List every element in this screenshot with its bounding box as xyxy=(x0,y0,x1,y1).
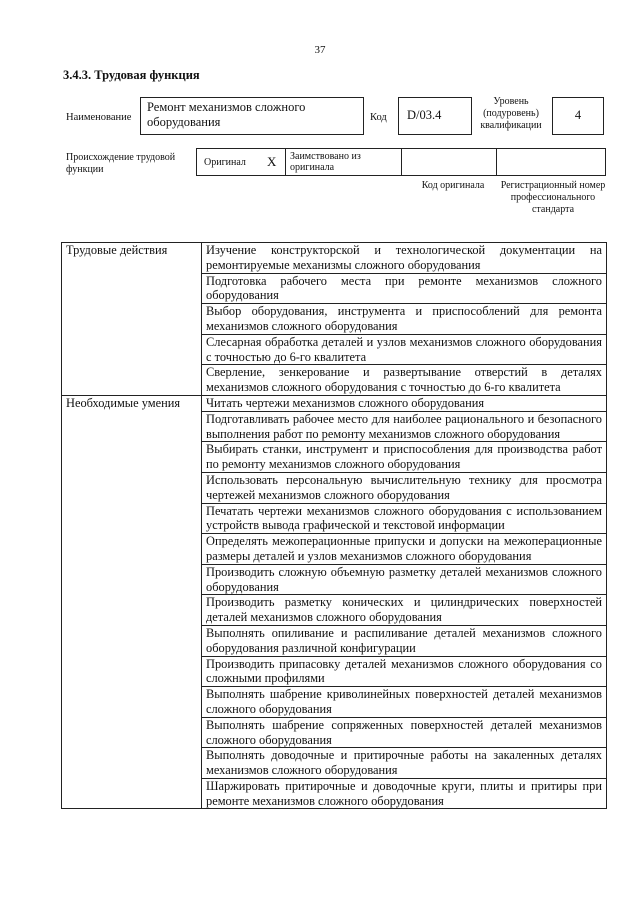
skill-item: Выбирать станки, инструмент и приспособления для производства работ по ремонту механизмов сложного оборудования xyxy=(202,442,607,473)
skill-item: Подготавливать рабочее место для наиболее рационального и безопасного выполнения работ по ремонту механизмов сложного оборудования xyxy=(202,411,607,442)
code-label: Код xyxy=(370,112,387,123)
original-code-cell xyxy=(401,148,497,176)
skill-item: Читать чертежи механизмов сложного оборудования xyxy=(202,395,607,411)
skill-item: Производить припасовку деталей механизмов сложного оборудования со сложными профилями xyxy=(202,656,607,687)
skill-item: Выполнять шабрение сопряженных поверхностей деталей механизмов сложного оборудования xyxy=(202,717,607,748)
function-name-field: Ремонт механизмов сложного оборудования xyxy=(140,97,364,135)
skill-item: Определять межоперационные припуски и допуски на межоперационные размеры деталей и узлов механизмов сложного оборудования xyxy=(202,534,607,565)
reg-number-cell xyxy=(496,148,606,176)
borrowed-label: Заимствовано из оригинала xyxy=(285,148,402,176)
skill-item: Производить разметку конических и цилиндрических поверхностей деталей механизмов сложного оборудования xyxy=(202,595,607,626)
category-label: Необходимые умения xyxy=(62,395,202,809)
function-table xyxy=(61,242,607,809)
table-row xyxy=(62,395,607,411)
labor-action-item: Сверление, зенкерование и развертывание отверстий в деталях механизмов сложного оборудования с точностью до 6-го квалитета xyxy=(202,365,607,396)
skill-item: Производить сложную объемную разметку деталей механизмов сложного оборудования xyxy=(202,564,607,595)
level-label: Уровень (подуровень) квалификации xyxy=(480,96,542,131)
page-number: 37 xyxy=(314,44,326,56)
skill-item: Выполнять опиливание и распиливание деталей механизмов сложного оборудования различной конфигурации xyxy=(202,625,607,656)
original-label: Оригинал xyxy=(204,157,246,168)
table-row xyxy=(62,243,607,274)
section-title: 3.4.3. Трудовая функция xyxy=(63,68,200,82)
skill-item: Печатать чертежи механизмов сложного оборудования с использованием устройств вывода графической и текстовой информации xyxy=(202,503,607,534)
labor-action-item: Изучение конструкторской и технологической документации на ремонтируемые механизмы сложного оборудования xyxy=(202,243,607,274)
function-code-field: D/03.4 xyxy=(398,97,472,135)
category-label: Трудовые действия xyxy=(62,243,202,396)
skill-item: Использовать персональную вычислительную технику для просмотра чертежей механизмов сложного оборудования xyxy=(202,472,607,503)
level-field: 4 xyxy=(552,97,604,135)
reg-number-label: Регистрационный номер профессионального стандарта xyxy=(500,180,606,215)
original-cell xyxy=(196,148,286,176)
origin-row xyxy=(196,148,606,176)
skill-item: Выполнять шабрение криволинейных поверхностей деталей механизмов сложного оборудования xyxy=(202,687,607,718)
labor-action-item: Подготовка рабочего места при ремонте механизмов сложного оборудования xyxy=(202,273,607,304)
original-mark: X xyxy=(267,154,277,169)
original-code-label: Код оригинала xyxy=(421,180,485,191)
origin-label: Происхождение трудовой функции xyxy=(66,152,176,175)
skill-item: Выполнять доводочные и притирочные работы на закаленных деталях механизмов сложного оборудования xyxy=(202,748,607,779)
labor-action-item: Выбор оборудования, инструмента и приспособлений для ремонта механизмов сложного оборудования xyxy=(202,304,607,335)
skill-item: Шаржировать притирочные и доводочные круги, плиты и притиры при ремонте механизмов сложного оборудования xyxy=(202,778,607,809)
labor-action-item: Слесарная обработка деталей и узлов механизмов сложного оборудования с точностью до 6-го квалитета xyxy=(202,334,607,365)
name-label: Наименование xyxy=(66,112,132,123)
